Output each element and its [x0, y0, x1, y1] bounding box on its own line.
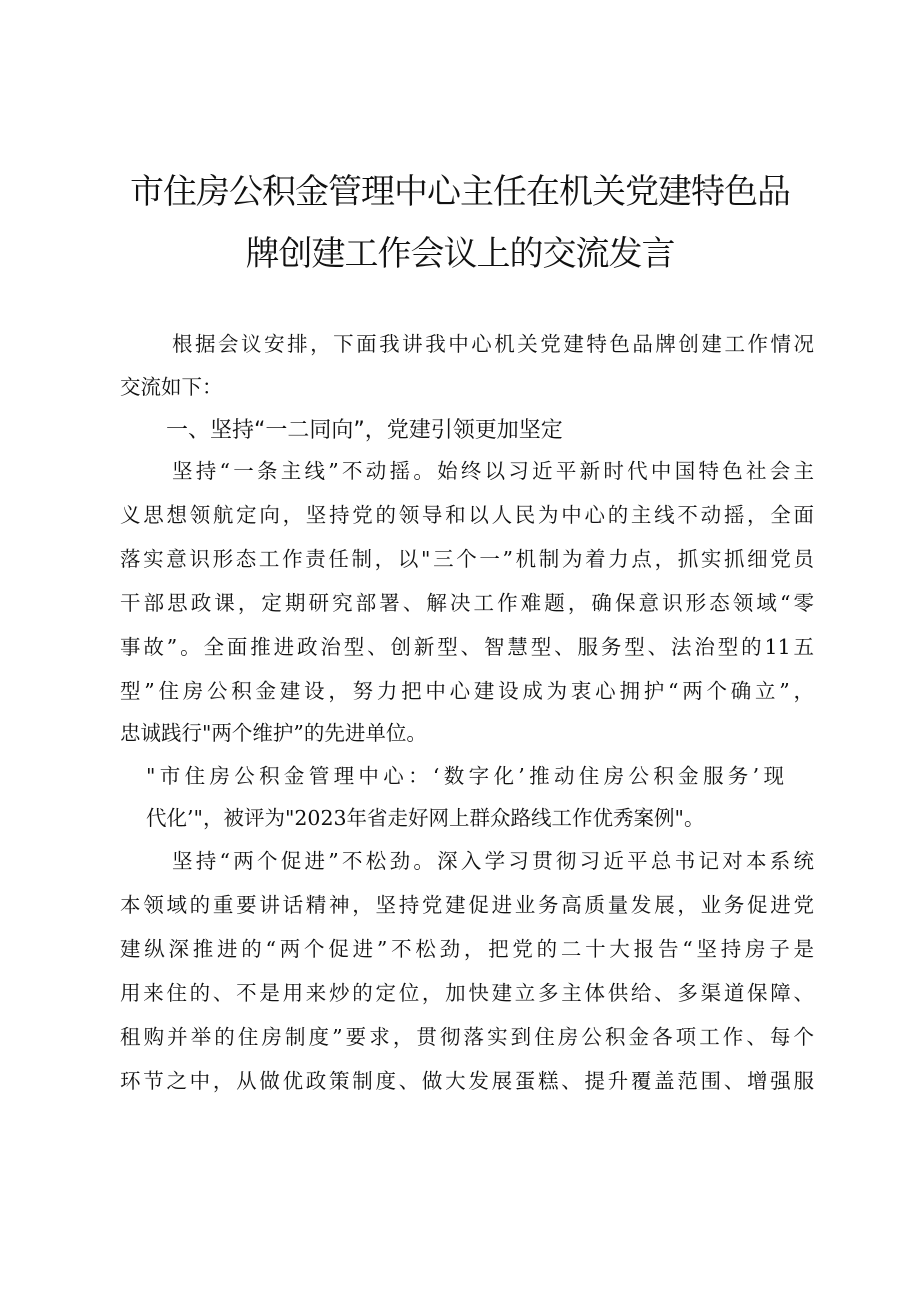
para1-line-5: 事故”。全面推进政治型、创新型、智慧型、服务型、法治型的11五	[120, 635, 814, 659]
para2-line-3: 建纵深推进的“两个促进”不松劲，把党的二十大报告“坚持房子是	[120, 937, 814, 961]
para1-line-4: 干部思政课，定期研究部署、解决工作难题，确保意识形态领域“零	[120, 591, 814, 615]
quote-line-2: 代化’"，被评为"2023年省走好网上群众路线工作优秀案例"。	[146, 806, 705, 830]
para2-line-1: 坚持“两个促进”不松劲。深入学习贯彻习近平总书记对本系统	[172, 849, 814, 873]
para1-line-6: 型”住房公积金建设，努力把中心建设成为衷心拥护“两个确立”，	[120, 679, 814, 703]
document-title-line-2: 牌创建工作会议上的交流发言	[245, 234, 675, 274]
intro-line-1: 根据会议安排，下面我讲我中心机关党建特色品牌创建工作情况	[172, 332, 814, 356]
section-heading-1: 一、坚持“一二同向”，党建引领更加坚定	[166, 418, 563, 443]
para2-line-5: 租购并举的住房制度”要求，贯彻落实到住房公积金各项工作、每个	[120, 1025, 814, 1049]
intro-line-2: 交流如下：	[120, 375, 223, 399]
document-title-line-1: 市住房公积金管理中心主任在机关党建特色品	[130, 172, 790, 212]
para2-line-6: 环节之中，从做优政策制度、做大发展蛋糕、提升覆盖范围、增强服	[120, 1069, 814, 1093]
para1-line-1: 坚持“一条主线”不动摇。始终以习近平新时代中国特色社会主	[172, 459, 814, 483]
para1-line-2: 义思想领航定向，坚持党的领导和以人民为中心的主线不动摇，全面	[120, 503, 814, 527]
para2-line-4: 用来住的、不是用来炒的定位，加快建立多主体供给、多渠道保障、	[120, 981, 814, 1005]
para1-line-7: 忠诚践行"两个维护”的先进单位。	[120, 721, 427, 745]
quote-line-1: "市住房公积金管理中心：‘数字化’推动住房公积金服务’现	[146, 764, 784, 788]
para2-line-2: 本领域的重要讲话精神，坚持党建促进业务高质量发展，业务促进党	[120, 893, 814, 917]
para1-line-3: 落实意识形态工作责任制，以"三个一”机制为着力点，抓实抓细党员	[120, 547, 814, 571]
